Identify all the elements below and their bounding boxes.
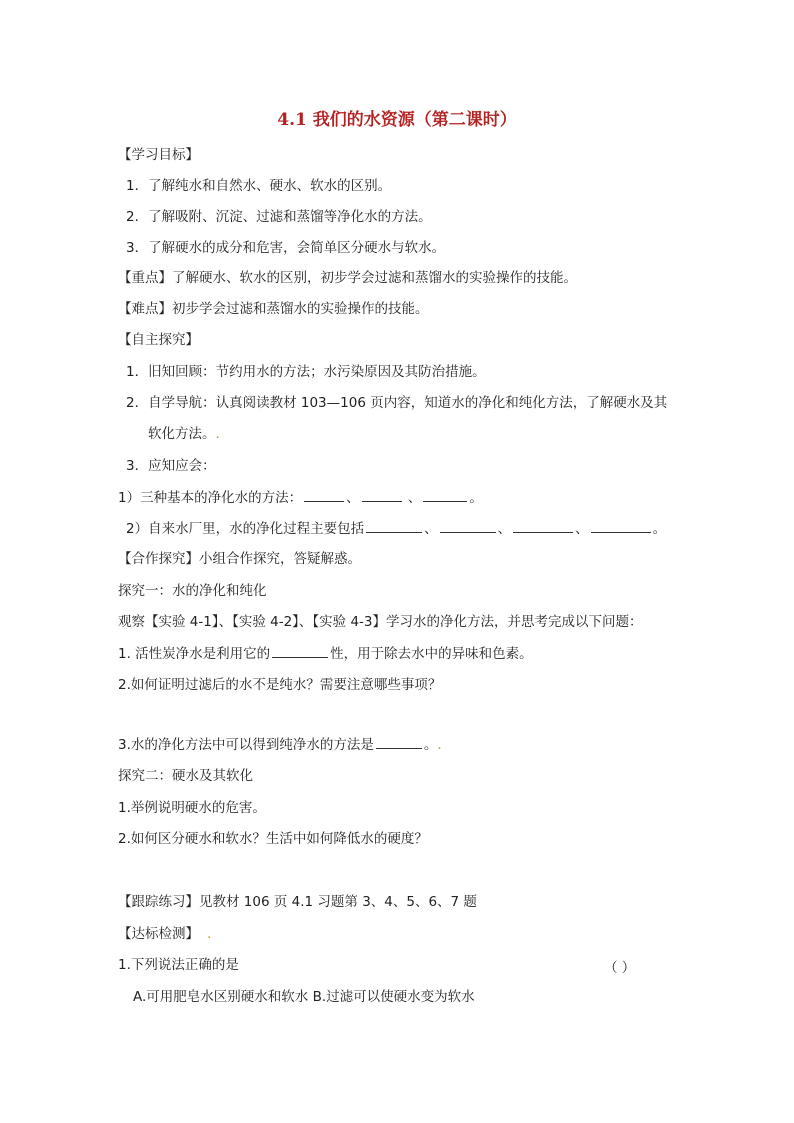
line-end: 。	[652, 521, 667, 537]
hard-water-question-2: 2.如何区分硬水和软水？生活中如何降低水的硬度？	[118, 831, 428, 847]
separator: 、	[497, 521, 512, 537]
self-study-2a: 2．自学导航：认真阅读教材 103—106 页内容，知道水的净化和纯化方法，了解硬水及其	[126, 395, 668, 411]
answer-blank[interactable]	[304, 489, 344, 502]
line-end: 。	[469, 490, 483, 506]
objective-2: 2．了解吸附、沉淀、过滤和蒸馏等净化水的方法。	[126, 209, 432, 225]
test-question-1-options: A.可用肥皂水区别硬水和软水 B.过滤可以使硬水变为软水	[133, 989, 475, 1005]
explore-question-3-prefix: 3.水的净化方法中可以得到纯净水的方法是	[118, 737, 374, 753]
explore-2-heading: 探究二：硬水及其软化	[118, 768, 253, 784]
explore-question-1-suffix: 性，用于除去水中的异味和色素。	[330, 646, 533, 662]
answer-blank[interactable]	[591, 520, 651, 533]
question-2	[126, 520, 666, 538]
separator: 、	[575, 521, 589, 537]
self-study-header: 【自主探究】	[118, 332, 199, 348]
answer-blank[interactable]	[423, 489, 467, 502]
self-study-3: 3．应知应会：	[126, 458, 216, 474]
cooperation-header: 【合作探究】小组合作探究，答疑解惑。	[118, 551, 361, 567]
line-end: 。	[423, 737, 438, 753]
answer-blank[interactable]	[376, 736, 422, 749]
separator: 、	[403, 490, 422, 506]
explore-question-3	[118, 736, 442, 754]
explore-question-1	[118, 645, 533, 663]
page-title: 4.1 我们的水资源（第二课时）	[277, 110, 517, 130]
answer-blank[interactable]	[366, 520, 422, 533]
answer-blank[interactable]	[362, 489, 402, 502]
question-2-prefix: 2）自来水厂里，水的净化过程主要包括	[126, 521, 365, 537]
self-study-2b-text: 软化方法。	[148, 426, 216, 442]
assessment-header	[118, 925, 211, 943]
follow-up-practice: 【跟踪练习】见教材 106 页 4.1 习题第 3、4、5、6、7 题	[118, 894, 477, 910]
assessment-header-text: 【达标检测】	[118, 926, 199, 942]
objective-1: 1．了解纯水和自然水、硬水、软水的区别。	[126, 178, 392, 194]
mark-dot: .	[207, 926, 212, 942]
answer-blank[interactable]	[440, 520, 496, 533]
answer-blank[interactable]	[513, 520, 573, 533]
separator: 、	[424, 521, 438, 537]
separator: 、	[346, 490, 360, 506]
mark-dot: .	[437, 737, 442, 753]
test-question-1: 1.下列说法正确的是	[118, 957, 239, 973]
answer-parentheses[interactable]: （ ）	[604, 960, 636, 976]
hard-water-question-1: 1.举例说明硬水的危害。	[118, 800, 266, 816]
difficult-point: 【难点】初步学会过滤和蒸馏水的实验操作的技能。	[118, 301, 429, 317]
question-1-prefix: 1）三种基本的净化水的方法：	[118, 490, 303, 506]
observe-experiments: 观察【实验 4-1】、【实验 4-2】、【实验 4-3】学习水的净化方法，并思考完成以下问题：	[118, 614, 643, 630]
explore-question-1-prefix: 1. 活性炭净水是利用它的	[118, 646, 271, 662]
objective-3: 3．了解硬水的成分和危害，会简单区分硬水与软水。	[126, 240, 446, 256]
objectives-header: 【学习目标】	[118, 147, 199, 163]
explore-1-heading: 探究一：水的净化和纯化	[118, 583, 267, 599]
self-study-2b	[148, 425, 220, 443]
question-1	[118, 489, 483, 507]
key-point: 【重点】了解硬水、软水的区别，初步学会过滤和蒸馏水的实验操作的技能。	[118, 270, 577, 286]
answer-blank[interactable]	[272, 645, 328, 658]
mark-dot: .	[215, 426, 220, 442]
self-study-1: 1．旧知回顾：节约用水的方法；水污染原因及其防治措施。	[126, 364, 486, 380]
explore-question-2: 2.如何证明过滤后的水不是纯水？需要注意哪些事项？	[118, 677, 442, 693]
